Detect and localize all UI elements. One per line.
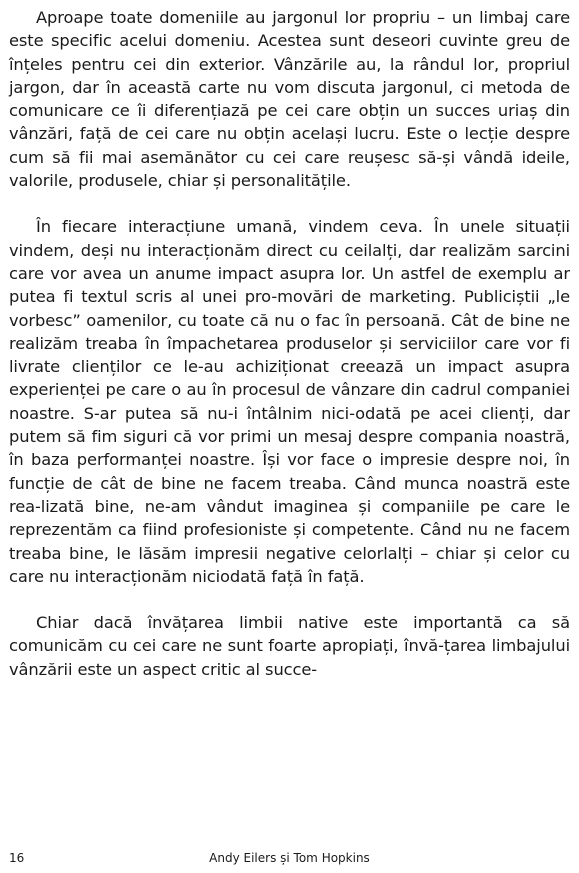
body-text	[9, 6, 570, 681]
paragraph-1: Aproape toate domeniile au jargonul lor propriu – un limbaj care este specific acelui domeniu. Acestea sunt deseori cuvinte greu de înțeles pentru cei din exterior. Vânzările au, la rândul lor, propriul jargon, dar în această carte nu vom discuta jargonul, ci metoda de comunicare ce îi diferențiază pe cei care obțin un succes uriaș din vânzări, față de cei care nu obțin același lucru. Este o lecție despre cum să fii mai asemănător cu cei care reușesc să-și vândă ideile, valorile, produsele, chiar și personalitățile.	[9, 8, 570, 191]
page-number: 16	[9, 851, 25, 865]
page-footer	[0, 848, 579, 868]
paragraph-3: Chiar dacă învățarea limbii native este importantă ca să comunicăm cu cei care ne sunt foarte apropiați, învă-țarea limbajului vânzării este un aspect critic al succe-	[9, 613, 570, 679]
running-footer-authors: Andy Eilers și Tom Hopkins	[209, 851, 370, 865]
paragraph-2: În fiecare interacțiune umană, vindem ceva. În unele situații vindem, deși nu interacționăm direct cu ceilalți, dar realizăm sarcini care vor avea un anume impact asupra lor. Un astfel de exemplu ar putea fi textul scris al unei pro-movări de marketing. Publiciștii „le vorbesc” oamenilor, cu toate că nu o fac în persoană. Cât de bine ne realizăm treaba în împachetarea produselor și serviciilor care vor fi livrate clienților ce le-au achiziționat creează un impact asupra experienței pe care o au în procesul de vânzare din cadrul companiei noastre. S-ar putea să nu-i întâlnim nici-odată pe acei clienți, dar putem să fim siguri că vor primi un mesaj despre compania noastră, în baza performanței noastre. Își vor face o impresie despre noi, în funcție de cât de bine ne facem treaba. Când munca noastră este rea-lizată bine, ne-am vândut imaginea și companiile pe care le reprezentăm ca fiind profesioniste și competente. Când nu ne facem treaba bine, le lăsăm impresii negative celorlalți – chiar și celor cu care nu interacționăm niciodată față în față.	[9, 217, 570, 586]
